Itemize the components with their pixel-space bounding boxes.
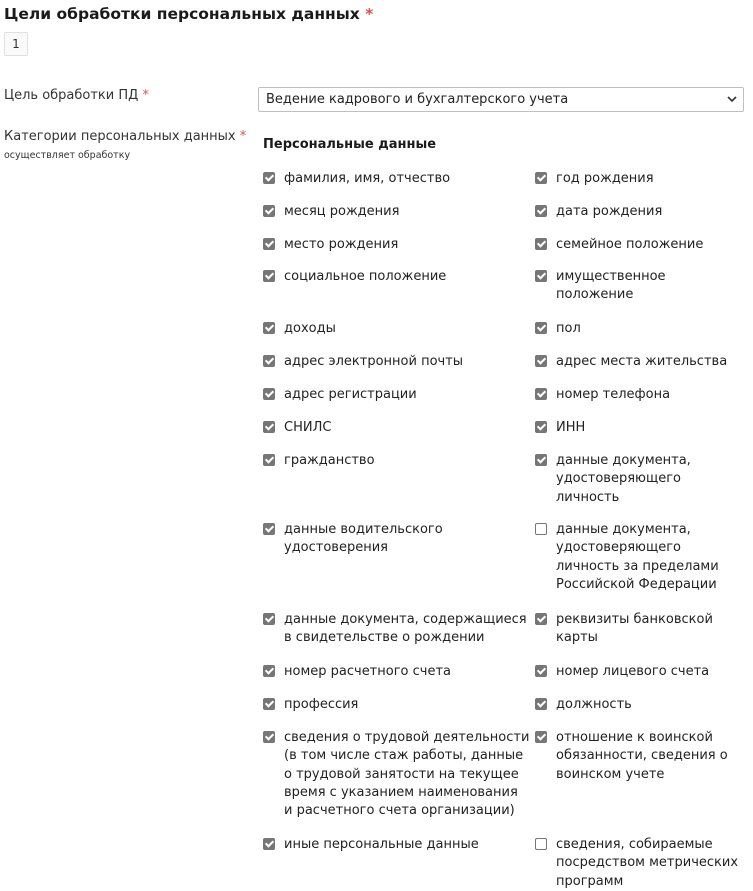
pd-checkbox-item[interactable]	[535, 268, 666, 305]
checkbox-checked[interactable]	[263, 388, 275, 400]
purpose-select-value: Ведение кадрового и бухгалтерского учета	[266, 92, 569, 107]
pd-checkbox-item[interactable]	[263, 696, 358, 714]
pd-checkbox-item[interactable]	[263, 663, 451, 681]
checkbox-label: адрес регистрации	[284, 387, 417, 402]
pd-checkbox-item[interactable]	[535, 729, 728, 784]
checkbox-label: номер расчетного счета	[284, 664, 451, 679]
pd-checkbox-item[interactable]	[535, 836, 738, 891]
checkbox-label: иные персональные данные	[284, 837, 479, 852]
checkbox-label: данные документа, содержащиеся в свидетельстве о рождении	[284, 612, 527, 646]
checkbox-checked[interactable]	[535, 454, 547, 466]
purpose-select[interactable]	[258, 87, 744, 112]
checkbox-label: доходы	[284, 321, 336, 336]
checkbox-label: данные водительского удостоверения	[284, 522, 443, 556]
checkbox-checked[interactable]	[535, 388, 547, 400]
pd-checkbox-item[interactable]	[263, 419, 331, 437]
checkbox-checked[interactable]	[535, 421, 547, 433]
checkbox-label: социальное положение	[284, 269, 447, 284]
pd-checkbox-item[interactable]	[263, 452, 375, 470]
pd-checkbox-item[interactable]	[535, 419, 585, 437]
checkbox-checked[interactable]	[535, 665, 547, 677]
required-mark: *	[142, 88, 149, 103]
checkbox-label: отношение к воинской обязанности, сведения о воинском учете	[556, 730, 728, 782]
pd-checkbox-item[interactable]	[535, 203, 662, 221]
checkbox-label: место рождения	[284, 237, 399, 252]
checkbox-label: данные документа, удостоверяющего личность	[556, 453, 691, 505]
pd-checkbox-item[interactable]	[263, 203, 399, 221]
purpose-label-text: Цель обработки ПД	[4, 88, 139, 103]
checkbox-checked[interactable]	[263, 421, 275, 433]
pd-checkbox-item[interactable]	[535, 170, 654, 188]
checkbox-checked[interactable]	[535, 172, 547, 184]
checkbox-checked[interactable]	[263, 238, 275, 250]
checkbox-checked[interactable]	[263, 838, 275, 850]
pd-checkbox-item[interactable]	[263, 729, 529, 820]
pd-checkbox-item[interactable]	[263, 836, 479, 854]
pd-checkbox-item[interactable]	[263, 236, 398, 254]
checkbox-label: месяц рождения	[284, 204, 400, 219]
chevron-down-icon	[726, 88, 738, 111]
checkbox-label: фамилия, имя, отчество	[284, 171, 451, 186]
checkbox-label: реквизиты банковской карты	[556, 612, 713, 646]
checkbox-unchecked[interactable]	[535, 838, 547, 850]
section-title	[4, 5, 373, 23]
checkbox-checked[interactable]	[535, 355, 547, 367]
categories-sublabel: осуществляет обработку	[4, 150, 131, 161]
pd-checkbox-item[interactable]	[535, 521, 719, 594]
checkbox-label: пол	[556, 321, 581, 336]
checkbox-label: СНИЛС	[284, 420, 332, 435]
checkbox-checked[interactable]	[535, 731, 547, 743]
checkbox-label: адрес места жительства	[556, 354, 728, 369]
checkbox-checked[interactable]	[263, 205, 275, 217]
checkbox-checked[interactable]	[263, 665, 275, 677]
checkbox-checked[interactable]	[263, 523, 275, 535]
checkbox-label: номер телефона	[556, 387, 671, 402]
checkbox-label: адрес электронной почты	[284, 354, 464, 369]
purpose-index: 1	[4, 32, 28, 56]
pd-checkbox-item[interactable]	[263, 268, 446, 286]
pd-checkbox-item[interactable]	[535, 452, 691, 507]
checkbox-checked[interactable]	[263, 613, 275, 625]
pd-checkbox-item[interactable]	[263, 386, 417, 404]
checkbox-checked[interactable]	[263, 731, 275, 743]
checkbox-label: дата рождения	[556, 204, 663, 219]
checkbox-label: гражданство	[284, 453, 375, 468]
pd-checkbox-item[interactable]	[535, 353, 727, 371]
required-mark: *	[365, 5, 374, 23]
checkbox-checked[interactable]	[535, 238, 547, 250]
pd-checkbox-item[interactable]	[535, 320, 581, 338]
checkbox-checked[interactable]	[263, 270, 275, 282]
pd-checkbox-item[interactable]	[535, 611, 713, 648]
group-heading: Персональные данные	[263, 137, 437, 152]
checkbox-checked[interactable]	[263, 698, 275, 710]
checkbox-checked[interactable]	[535, 270, 547, 282]
pd-checkbox-item[interactable]	[263, 170, 450, 188]
checkbox-label: ИНН	[556, 420, 586, 435]
categories-label-text: Категории персональных данных	[4, 129, 236, 144]
checkbox-checked[interactable]	[263, 454, 275, 466]
checkbox-checked[interactable]	[263, 322, 275, 334]
pd-checkbox-item[interactable]	[263, 611, 527, 648]
pd-checkbox-item[interactable]	[263, 320, 336, 338]
checkbox-label: год рождения	[556, 171, 654, 186]
pd-checkbox-item[interactable]	[535, 386, 670, 404]
checkbox-label: семейное положение	[556, 237, 704, 252]
checkbox-label: профессия	[284, 697, 359, 712]
checkbox-checked[interactable]	[535, 613, 547, 625]
checkbox-checked[interactable]	[535, 205, 547, 217]
pd-checkbox-item[interactable]	[535, 663, 709, 681]
pd-checkbox-item[interactable]	[263, 521, 443, 558]
purpose-label	[4, 88, 149, 103]
checkbox-unchecked[interactable]	[535, 523, 547, 535]
checkbox-label: сведения, собираемые посредством метрических программ	[556, 837, 739, 889]
checkbox-checked[interactable]	[535, 698, 547, 710]
pd-checkbox-item[interactable]	[535, 696, 632, 714]
checkbox-checked[interactable]	[535, 322, 547, 334]
checkbox-label: имущественное положение	[556, 269, 666, 303]
pd-checkbox-item[interactable]	[263, 353, 463, 371]
checkbox-label: данные документа, удостоверяющего личность за пределами Российской Федерации	[556, 522, 719, 592]
pd-checkbox-item[interactable]	[535, 236, 703, 254]
checkbox-label: номер лицевого счета	[556, 664, 710, 679]
checkbox-label: должность	[556, 697, 632, 712]
section-title-text: Цели обработки персональных данных	[4, 5, 360, 23]
checkbox-label: сведения о трудовой деятельности (в том числе стаж работы, данные о трудовой занятости на текущее время с указанием наименования и расчетного счета организации)	[284, 730, 530, 819]
checkbox-checked[interactable]	[263, 172, 275, 184]
checkbox-checked[interactable]	[263, 355, 275, 367]
required-mark: *	[239, 129, 247, 144]
categories-label	[4, 129, 246, 144]
